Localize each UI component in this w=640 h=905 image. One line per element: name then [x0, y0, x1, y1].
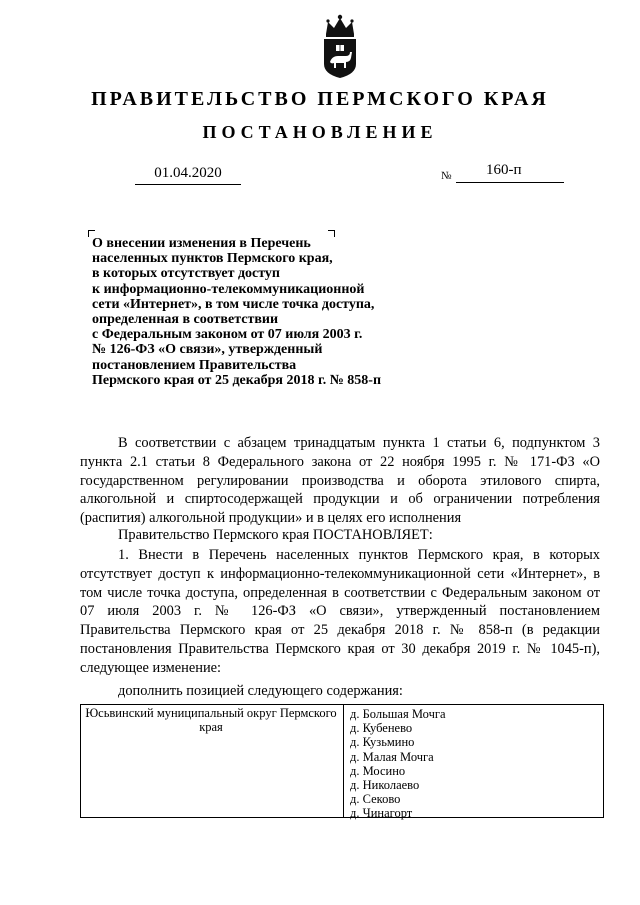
settlements-cell	[350, 707, 446, 821]
list-item: д. Большая Мочга	[350, 707, 446, 721]
list-item: д. Секово	[350, 792, 401, 807]
add-position-text: дополнить позицией следующего содержания:	[118, 683, 403, 699]
list-item: д. Николаево	[350, 778, 420, 793]
preamble-paragraph: В соответствии с абзацем тринадцатым пункта 1 статьи 6, подпунктом 3 пункта 2.1 статьи 8 Федерального закона от 22 ноября 1995 г. № 171-ФЗ «О государственном регулировании производства и оборота этилового спирта, алкогольной и спиртосодержащей продукции и об ограничении потребления (распития) алкогольной продукции» и в целях его исполнения	[80, 435, 600, 527]
perm-krai-coat-of-arms-icon	[318, 12, 362, 80]
subject-line: О внесении изменения в Перечень	[92, 236, 311, 251]
list-item: д. Малая Мочга	[350, 749, 434, 764]
list-item: д. Мосино	[350, 763, 406, 778]
resolution-statement: Правительство Пермского края ПОСТАНОВЛЯЕТ:	[118, 527, 433, 543]
subject-line: к информационно-телекоммуникационной	[92, 281, 365, 297]
subject-line: сети «Интернет», в том числе точка доступа,	[92, 296, 375, 312]
item-1-paragraph: 1. Внести в Перечень населенных пунктов Пермского края, в которых отсутствует доступ к информационно-телекоммуникационной сети «Интернет», в том числе точка доступа, определенная в соответствии с Федеральным законом от 07 июля 2003 г. № 126-ФЗ «О связи», утвержденный постановлением Правительства Пермского края от 25 декабря 2018 г. № 858-п (в редакции постановления Правительства Пермского края от 30 декабря 2019 г. № 1045-п), следующее изменение:	[80, 547, 600, 676]
list-item: д. Кубенево	[350, 721, 413, 736]
number-sign: №	[441, 170, 452, 182]
government-title: ПРАВИТЕЛЬСТВО ПЕРМСКОГО КРАЯ	[91, 88, 549, 110]
subject-line: в которых отсутствует доступ	[92, 266, 280, 282]
subject-line: с Федеральным законом от 07 июля 2003 г.	[92, 327, 363, 343]
subject-line: определенная в соответствии	[92, 312, 279, 328]
district-cell: Юсьвинский муниципальный округ Пермского края	[85, 706, 337, 734]
subject-line: № 126-ФЗ «О связи», утвержденный	[92, 342, 323, 358]
list-item: д. Кузьмино	[350, 735, 415, 750]
document-subject	[92, 236, 432, 388]
table-column-divider	[343, 704, 344, 818]
subject-line: постановлением Правительства	[92, 357, 297, 373]
document-type: ПОСТАНОВЛЕНИЕ	[202, 122, 438, 142]
document-number: 160-п	[486, 162, 522, 178]
subject-line: населенных пунктов Пермского края,	[92, 251, 333, 267]
list-item: д. Чинагорт	[350, 806, 413, 821]
document-date: 01.04.2020	[135, 165, 241, 185]
subject-line: Пермского края от 25 декабря 2018 г. № 858-п	[92, 372, 382, 388]
